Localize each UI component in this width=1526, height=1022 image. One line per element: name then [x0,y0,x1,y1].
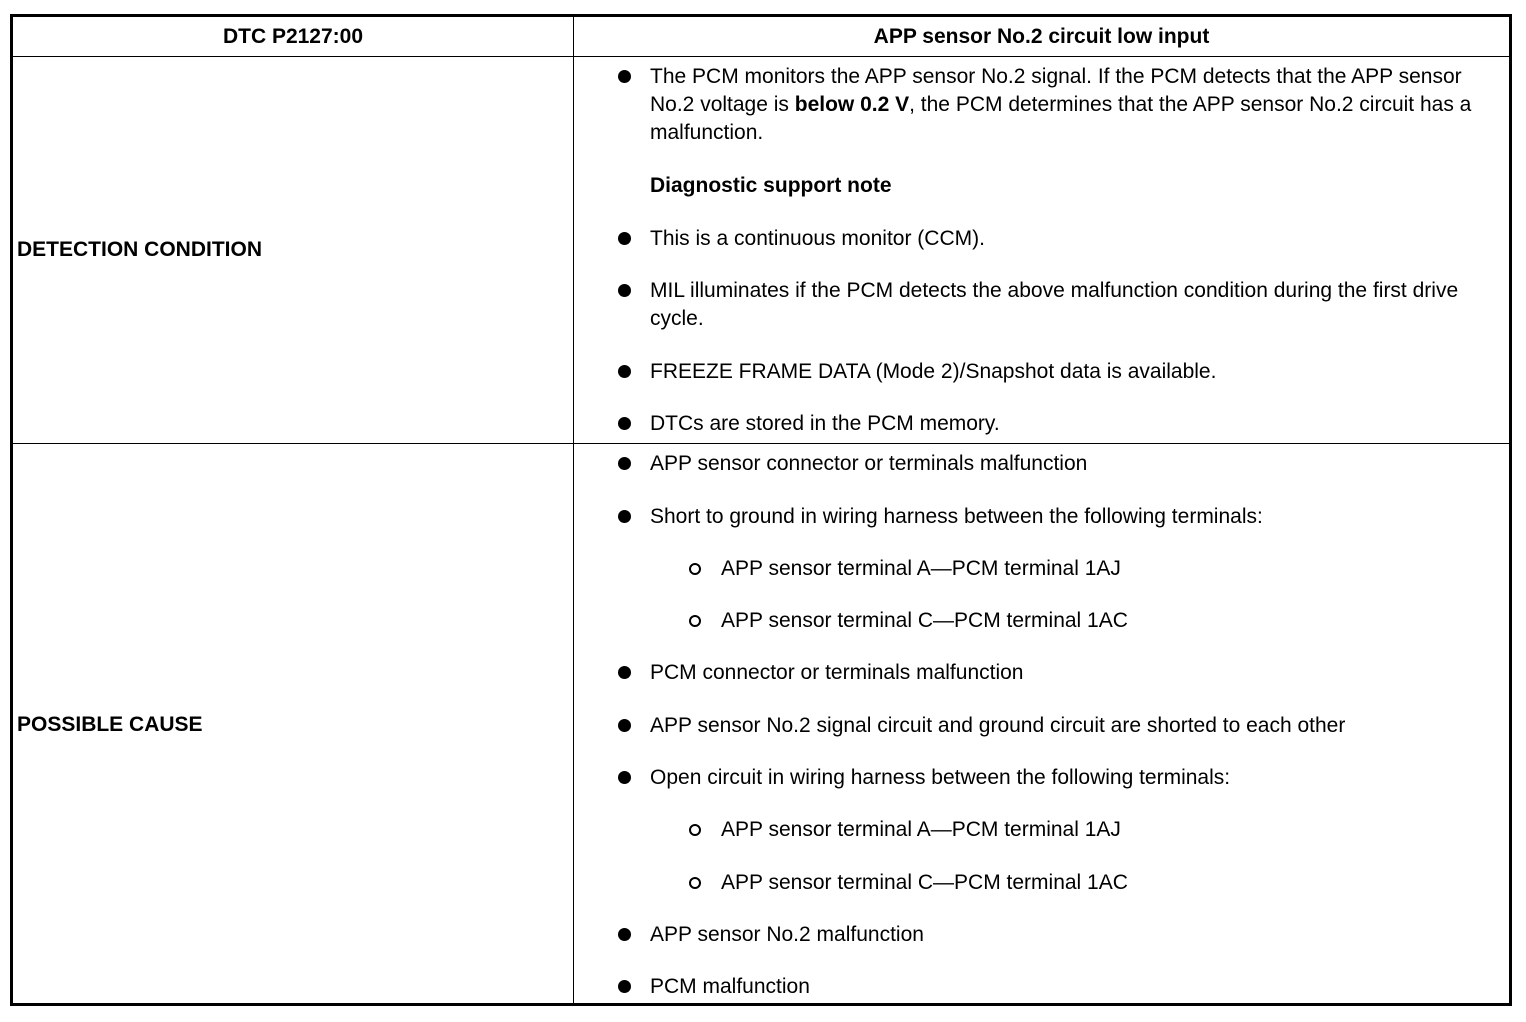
diagnostic-support-note-title: Diagnostic support note [650,174,892,197]
list-item: Open circuit in wiring harness between the following terminals: [650,764,1480,792]
header-row-divider [10,56,1512,57]
bullet-icon [618,457,631,470]
list-item: APP sensor connector or terminals malfunction [650,450,1480,478]
detection-intro-text: The PCM monitors the APP sensor No.2 signal. If the PCM detects that the APP sensor No.2 voltage is below 0.2 V, the PCM determines that the APP sensor No.2 circuit has a malfunction. [650,65,1472,144]
detection-intro-item [650,63,1480,147]
circle-bullet-icon [689,615,701,627]
bullet-icon [618,232,631,245]
list-item: MIL illuminates if the PCM detects the above malfunction condition during the first drive cycle. [650,277,1480,333]
detection-condition-label: DETECTION CONDITION [17,238,262,261]
row-divider [10,443,1512,444]
list-item: APP sensor No.2 signal circuit and ground circuit are shorted to each other [650,712,1480,740]
dtc-code-header: DTC P2127:00 [222,25,364,48]
voltage-threshold: below 0.2 V [794,93,910,116]
bullet-icon [618,284,631,297]
bullet-icon [618,666,631,679]
list-item: FREEZE FRAME DATA (Mode 2)/Snapshot data is available. [650,358,1480,386]
dtc-title-header: APP sensor No.2 circuit low input [873,25,1210,48]
column-divider [573,14,574,1006]
bullet-icon [618,510,631,523]
list-item: This is a continuous monitor (CCM). [650,225,1480,253]
possible-cause-label: POSSIBLE CAUSE [17,713,203,736]
list-item: DTCs are stored in the PCM memory. [650,410,1480,438]
sub-list-item: APP sensor terminal C—PCM terminal 1AC [721,607,1481,635]
list-item: PCM malfunction [650,973,1480,1001]
list-item: APP sensor No.2 malfunction [650,921,1480,949]
bullet-icon [618,70,631,83]
sub-list-item: APP sensor terminal A—PCM terminal 1AJ [721,555,1481,583]
circle-bullet-icon [689,824,701,836]
sub-list-item: APP sensor terminal C—PCM terminal 1AC [721,869,1481,897]
bullet-icon [618,719,631,732]
list-item: Short to ground in wiring harness between the following terminals: [650,503,1480,531]
bullet-icon [618,771,631,784]
circle-bullet-icon [689,877,701,889]
bullet-icon [618,365,631,378]
bullet-icon [618,417,631,430]
circle-bullet-icon [689,563,701,575]
bullet-icon [618,980,631,993]
list-item: PCM connector or terminals malfunction [650,659,1480,687]
bullet-icon [618,928,631,941]
sub-list-item: APP sensor terminal A—PCM terminal 1AJ [721,816,1481,844]
